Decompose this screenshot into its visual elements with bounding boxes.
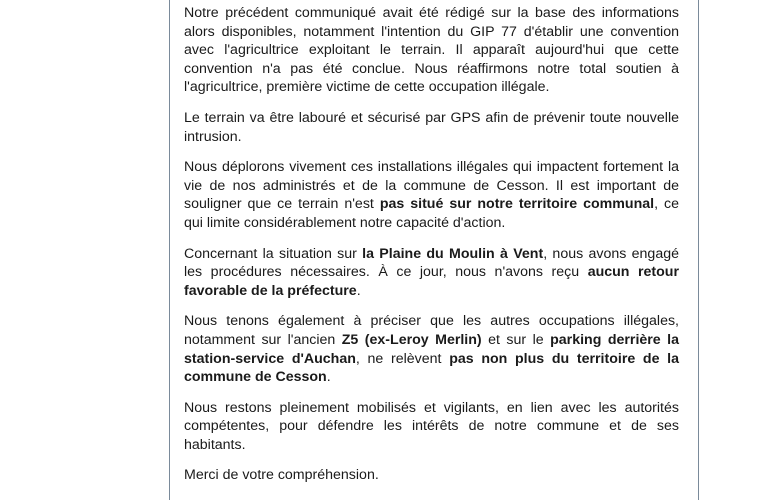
bold-text: aucun retour favorable de la préfecture bbox=[184, 264, 679, 299]
text-segment: Nous tenons également à préciser que les autres occupations illégales, notamment sur l'ancien bbox=[184, 313, 679, 348]
bold-text: Z5 (ex-Leroy Merlin) bbox=[341, 331, 482, 348]
paragraph bbox=[184, 312, 679, 386]
text-segment: Concernant la situation sur bbox=[184, 245, 363, 262]
paragraph bbox=[184, 4, 679, 97]
text-segment: . bbox=[326, 369, 331, 386]
paragraph bbox=[184, 466, 679, 485]
text-segment: . bbox=[356, 282, 361, 299]
bold-text: parking derrière la station-service d'Auchan bbox=[184, 331, 679, 367]
bold-text: pas non plus du territoire de la commune de Cesson bbox=[184, 350, 680, 386]
paragraph bbox=[184, 158, 679, 232]
text-segment: , ce qui limite considérablement notre capacité d'action. bbox=[184, 196, 679, 231]
text-segment: et sur le bbox=[481, 331, 551, 348]
paragraph bbox=[184, 399, 679, 455]
paragraph bbox=[184, 109, 679, 146]
text-segment: Merci de votre compréhension. bbox=[184, 467, 379, 484]
paragraph bbox=[184, 245, 679, 301]
text-segment: , nous avons engagé les procédures nécessaires. À ce jour, nous n'avons reçu bbox=[184, 245, 679, 281]
page-border-left bbox=[169, 0, 170, 500]
document-body bbox=[184, 4, 679, 497]
bold-text: la Plaine du Moulin à Vent bbox=[362, 245, 544, 262]
text-segment: Nous déplorons vivement ces installations illégales qui impactent fortement la vie de nos administrés et de la commune de Cesson. Il est important de souligner que ce terrain n'est bbox=[184, 159, 679, 213]
page-border-right bbox=[698, 0, 699, 500]
text-segment: , ne relèvent bbox=[355, 350, 450, 367]
text-segment: Nous restons pleinement mobilisés et vigilants, en lien avec les autorités compétentes, pour défendre les intérêts de notre commune et de ses habitants. bbox=[184, 399, 679, 453]
text-segment: Le terrain va être labouré et sécurisé par GPS afin de prévenir toute nouvelle intrusion. bbox=[184, 109, 679, 145]
bold-text: pas situé sur notre territoire communal bbox=[379, 196, 655, 213]
text-segment: Notre précédent communiqué avait été rédigé sur la base des informations alors disponibles, notamment l'intention du GIP 77 d'établir une convention avec l'agricultrice exploitant le terrain. Il apparaît aujourd'hui que cette convention n'a pas été conclue. Nous réaffirmons notre total soutien à l'agricultrice, première victime de cette occupation illégale. bbox=[184, 5, 679, 96]
